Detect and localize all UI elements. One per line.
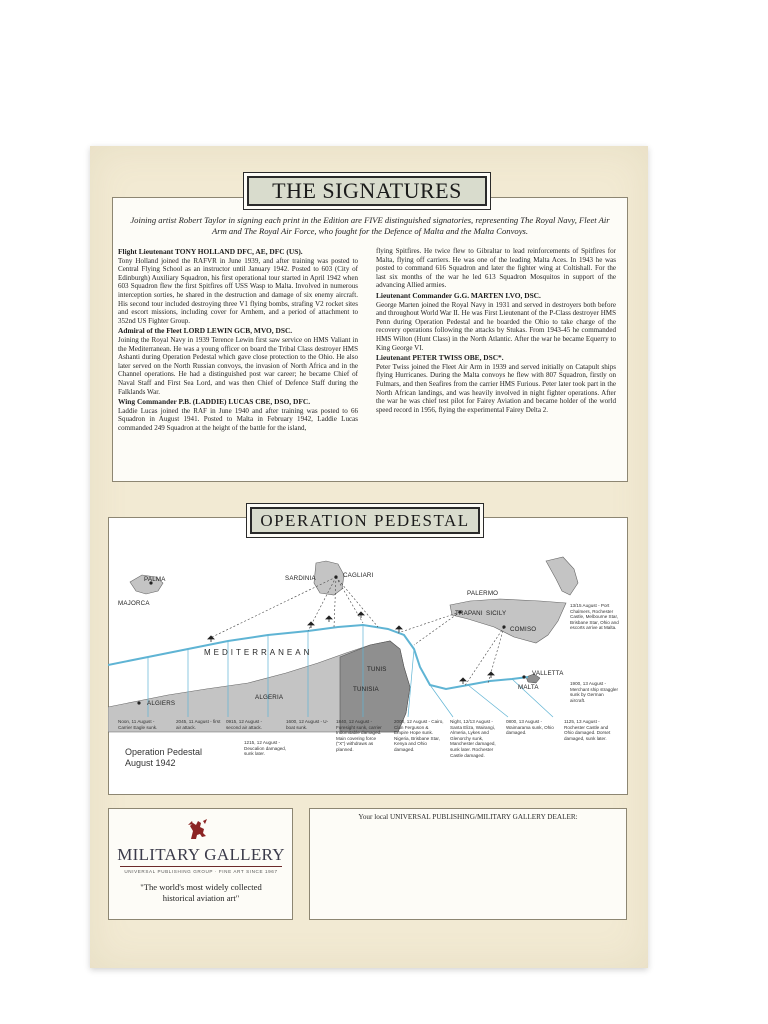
logo-name: MILITARY GALLERY	[117, 845, 285, 864]
signatory-bio: Tony Holland joined the RAFVR in June 1939, and after training was posted to Central Flying School as an instructor until January 1942. Posted to 603 (City of Edinburgh) Auxiliary Squadron, his first operational tour started in April 1942 when 603 Squadron flew the first Spitfires off USS Wasp to Malta. Involved in numerous interception sorties, he shared in the destruction and damage of six enemy aircraft. His second tour included destroying three V1 flying bombs, strafing V2 rocket sites and escort missions, including cover for Arnhem, and a period of attachment to 352nd US Fighter Group.	[118, 256, 358, 325]
signatory-bio: Peter Twiss joined the Fleet Air Arm in 1939 and served initially on Catapult ships flying Hurricanes. During the Malta convoys he flew with 807 Squadron, firstly on Fulmars, and then Seafires from the carrier HMS Furious. Peter later took part in the North African landings, and was heavily involved in night fighter operations. After the war he was chief test pilot for Fairey Aviation and became holder of the world speed record in 1956, flying the experimental Fairey Delta 2.	[376, 362, 616, 414]
signatures-left-column	[118, 247, 358, 434]
aircraft-icon	[308, 622, 314, 628]
dealer-panel	[309, 808, 627, 920]
map-caption-date: August 1942	[125, 758, 176, 768]
event-caption: 2045, 11 August - first air attack.	[176, 719, 221, 730]
event-caption: 1125, 13 August - Rochester Castle and Ohio damaged. Dorset damaged, sunk later.	[564, 719, 611, 741]
signatory-bio: George Marten joined the Royal Navy in 1931 and served in destroyers both before and throughout World War II. He was First Lieutenant of the P-Class destroyer HMS Penn during Operation Pedestal and he boarded the Ohio to take charge of the recovery operations following the attacks by Stukas. From 1943-45 he commanded HMS Wilton (Hunt Class) in the North Atlantic. After the war he became Equerry to King George VI.	[376, 300, 616, 352]
event-caption: Night, 12/13 August - Santa Eliza, Wairangi, Almeria, Lykes and Glenorchy sunk, Manchester damaged, sunk later. Rochester Castle damaged.	[450, 719, 496, 758]
event-caption: 2000, 12 August - Cairo, Clan Ferguson & Empire Hope sunk. Nigeria, Brisbane Star, Kenya and Ohio damaged.	[394, 719, 444, 752]
tagline-line: "The world's most widely collected	[140, 882, 262, 892]
logo-tagline	[116, 882, 286, 903]
logo-subtitle: UNIVERSAL PUBLISHING GROUP · FINE ART SINCE 1967	[124, 869, 278, 874]
label-trapani: TRAPANI	[455, 610, 483, 617]
dealer-label: Your local UNIVERSAL PUBLISHING/MILITARY GALLERY DEALER:	[358, 813, 578, 821]
event-caption: 1215, 12 August - Deucalion damaged, sunk later.	[244, 740, 287, 757]
signatory-heading: Admiral of the Fleet LORD LEWIN GCB, MVO, DSC.	[118, 326, 293, 336]
signatory-heading: Lieutenant Commander G.G. MARTEN LVO, DSC.	[376, 290, 541, 300]
label-valletta: VALLETTA	[532, 670, 564, 677]
event-caption: 0915, 12 August - second air attack.	[226, 719, 263, 730]
label-algeria: ALGERIA	[255, 694, 284, 701]
event-caption: Noon, 11 August - Carrier Eagle sunk.	[118, 719, 158, 730]
event-caption: 1600, 12 August - U-boat sunk.	[286, 719, 329, 730]
aircraft-icon	[488, 672, 494, 678]
signatory-heading: Flight Lieutenant TONY HOLLAND DFC, AE, DFC (US).	[118, 247, 303, 256]
map-caption-title: Operation Pedestal	[125, 747, 203, 757]
label-tunis: TUNIS	[367, 666, 387, 673]
lion-crest-icon	[183, 817, 211, 843]
label-comiso: COMISO	[510, 626, 537, 633]
sardinia-island	[314, 561, 344, 595]
sicily-island	[450, 599, 566, 643]
label-palermo: PALERMO	[467, 590, 499, 597]
signatory-heading: Lieutenant PETER TWISS OBE, DSC*.	[376, 353, 504, 363]
label-majorca: MAJORCA	[118, 600, 150, 607]
event-caption: 13/15 August - Port Chalmers, Rochester Castle, Melbourne Star, Brisbane Star, Ohio and escorts arrive at Malta.	[570, 603, 619, 631]
signatory-heading: Wing Commander P.B. (LADDIE) LUCAS CBE, DSO, DFC.	[118, 397, 311, 407]
label-sicily: SICILY	[486, 610, 507, 617]
signatures-right-column	[376, 247, 616, 416]
italy-coast	[546, 557, 578, 595]
label-palma: PALMA	[144, 576, 166, 583]
map-caption	[125, 747, 202, 769]
signatory-bio: Laddie Lucas joined the RAF in June 1940 and after training was posted to 66 Squadron in August 1941. Posted to Malta in February 1942, Laddie Lucas commanded 249 Squadron at the height of the battle for the island,	[118, 406, 358, 432]
label-mediterranean: MEDITERRANEAN	[204, 648, 313, 657]
aircraft-icon	[396, 626, 402, 632]
signatory-bio: Joining the Royal Navy in 1939 Terence Lewin first saw service on HMS Valiant in the Mediterranean. He was a young officer on board the Tribal Class destroyer HMS Ashanti during Operation Pedestal which gave close protection to the Ohio. He also later served on the North Russian convoys, the invasion of North Africa and in the Channel operations. He had a distinguished post war career; he became Chief of Naval Staff and First Sea Lord, and was then Chief of Defence Staff during the Falklands War.	[118, 335, 358, 396]
aircraft-icon	[358, 612, 364, 618]
label-cagliari: CAGLIARI	[343, 572, 374, 579]
tagline-line: historical aviation art"	[162, 892, 240, 903]
aircraft-icon	[326, 616, 332, 622]
signatures-title: THE SIGNATURES	[247, 176, 487, 206]
label-tunisia: TUNISIA	[353, 686, 379, 693]
label-sardinia: SARDINIA	[285, 575, 316, 582]
label-algiers: ALGIERS	[147, 700, 176, 707]
signatures-intro: Joining artist Robert Taylor in signing each print in the Edition are FIVE distinguished signatories, representing The Royal Navy, Fleet Air Arm and The Royal Air Force, who fought for the Defence of Malta and the Malta Convoys.	[130, 215, 610, 236]
aircraft-icon	[208, 636, 214, 642]
operation-pedestal-title: OPERATION PEDESTAL	[250, 507, 480, 534]
logo-divider	[120, 866, 282, 867]
aircraft-icon	[460, 678, 466, 684]
label-malta: MALTA	[518, 684, 539, 691]
signatory-bio: flying Spitfires. He twice flew to Gibraltar to lead reinforcements of Spitfires for Malta, flying off carriers. He was one of the leading Malta Aces. In 1943 he was posted to command 616 Squadron and later the fighter wing at Coltishall. For the last six months of the war he led 613 Squadron Mosquitos in support of the advancing Allied armies.	[376, 247, 616, 290]
event-caption: 0800, 13 August - Waimarama sunk, Ohio damaged.	[506, 719, 554, 736]
event-caption: 1900, 13 August - Merchant ship straggler sunk by German aircraft.	[570, 681, 619, 703]
event-caption: 1840, 12 August - Foresight sunk, carrier Indomitable damaged. Main covering force ("X") withdraws as planned.	[336, 719, 382, 752]
